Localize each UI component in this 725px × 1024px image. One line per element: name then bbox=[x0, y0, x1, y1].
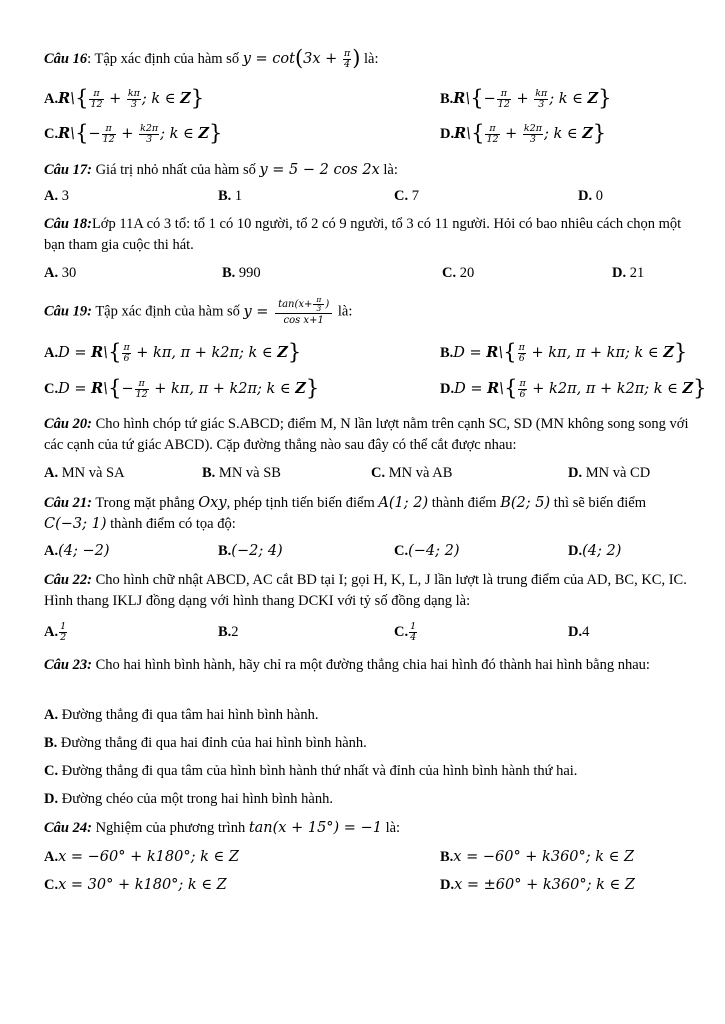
option-b[interactable] bbox=[44, 733, 691, 754]
question-22 bbox=[44, 570, 691, 612]
option-d[interactable] bbox=[568, 461, 650, 485]
question-text-end: là: bbox=[334, 303, 353, 320]
option-letter: D. bbox=[440, 877, 455, 893]
option-text: Đường thẳng đi qua tâm của hình bình hành thứ nhất và đỉnh của hình bình hành thứ hai. bbox=[58, 763, 578, 779]
option-text: 30 bbox=[58, 265, 77, 281]
option-text: x = ±60° + k360°; k ∈ Z bbox=[454, 877, 635, 893]
option-c[interactable]: C.D = R\{− $\frac{\pi}{12}$ + kπ, π + k2π; k ∈ Z} bbox=[44, 376, 320, 400]
option-text: 1 bbox=[231, 188, 243, 204]
question-label: Câu 21: bbox=[44, 495, 92, 511]
option-letter: C. bbox=[394, 624, 409, 640]
option-text: MN và AB bbox=[385, 465, 453, 481]
question-label: Câu 22: bbox=[44, 572, 92, 588]
q16-options-row-1 bbox=[44, 86, 691, 110]
question-label: Câu 17: bbox=[44, 162, 92, 178]
question-24 bbox=[44, 818, 691, 839]
point-a: A(1; 2) bbox=[378, 495, 429, 511]
option-letter: C. bbox=[44, 381, 59, 397]
question-text: Trong mặt phẳng bbox=[91, 495, 199, 511]
option-text: 20 bbox=[456, 265, 475, 281]
option-letter: D. bbox=[440, 381, 455, 397]
q19-options-row-1 bbox=[44, 340, 691, 364]
option-a[interactable] bbox=[44, 539, 110, 563]
fraction-denominator: 2 bbox=[60, 632, 67, 644]
question-20 bbox=[44, 414, 691, 456]
option-letter: A. bbox=[44, 543, 59, 559]
option-letter: C. bbox=[394, 188, 409, 204]
option-d[interactable] bbox=[44, 789, 691, 810]
option-a[interactable] bbox=[44, 261, 76, 285]
option-letter: B. bbox=[44, 735, 58, 751]
option-letter: A. bbox=[44, 849, 59, 865]
question-text: thành điểm có tọa độ: bbox=[106, 516, 236, 532]
question-text: : Tập xác định của hàm số bbox=[87, 51, 243, 67]
question-19 bbox=[44, 296, 691, 327]
question-text: Giá trị nhỏ nhất của hàm số bbox=[91, 162, 260, 178]
option-text: MN và SA bbox=[58, 465, 125, 481]
option-text: (4; 2) bbox=[582, 543, 622, 559]
option-text: x = −60° + k360°; k ∈ Z bbox=[453, 849, 635, 865]
option-letter: A. bbox=[44, 465, 59, 481]
option-b[interactable] bbox=[218, 539, 283, 563]
option-c[interactable]: C.R\{− $\frac{\pi}{12}$ + $\frac{k2\pi}{3}$ ; k ∈ Z} bbox=[44, 121, 223, 145]
option-letter: C. bbox=[442, 265, 457, 281]
fraction-numerator: 1 bbox=[410, 621, 417, 633]
option-c[interactable] bbox=[394, 184, 419, 208]
option-text: x = −60° + k180°; k ∈ Z bbox=[58, 849, 239, 865]
option-c[interactable] bbox=[371, 461, 452, 485]
option-letter: C. bbox=[371, 465, 386, 481]
option-d[interactable] bbox=[440, 873, 635, 897]
option-letter: A. bbox=[44, 265, 59, 281]
option-letter: A. bbox=[44, 624, 59, 640]
option-a[interactable] bbox=[44, 184, 69, 208]
option-a[interactable]: A.R\{ $\frac{\pi}{12}$ + $\frac{k\pi}{3}$ ; k ∈ Z} bbox=[44, 86, 205, 110]
option-b[interactable] bbox=[218, 620, 239, 644]
option-text: Đường thẳng đi qua tâm hai hình bình hành. bbox=[58, 707, 319, 723]
function-expression: y = tan(x+ $\frac{\pi}{3}$ ) cos x+1 bbox=[244, 304, 335, 320]
option-letter: C. bbox=[44, 126, 59, 142]
option-letter: A. bbox=[44, 188, 59, 204]
option-letter: B. bbox=[440, 849, 454, 865]
q22-options bbox=[44, 620, 691, 644]
option-c[interactable] bbox=[44, 761, 691, 782]
question-text-end: là: bbox=[360, 51, 379, 67]
question-label: Câu 19: bbox=[44, 303, 92, 320]
option-c[interactable] bbox=[394, 620, 418, 644]
option-text: MN và CD bbox=[582, 465, 651, 481]
option-letter: A. bbox=[44, 345, 59, 361]
question-text: thì sẽ biến điểm bbox=[550, 495, 646, 511]
point-c: C(−3; 1) bbox=[44, 516, 107, 532]
option-letter: B. bbox=[218, 624, 232, 640]
option-a[interactable] bbox=[44, 461, 125, 485]
question-text: Lớp 11A có 3 tổ: tổ 1 có 10 người, tổ 2 có 9 người, tổ 3 có 11 người. Hỏi có bao nhiêu cách chọn một bạn tham gia cuộc thi hát. bbox=[44, 216, 682, 253]
question-21 bbox=[44, 493, 691, 535]
option-text: Đường thẳng đi qua hai đỉnh của hai hình bình hành. bbox=[57, 735, 367, 751]
question-16 bbox=[44, 48, 691, 70]
option-b[interactable] bbox=[440, 845, 634, 869]
equation: tan(x + 15°) = −1 bbox=[248, 820, 382, 836]
option-text: 0 bbox=[592, 188, 603, 204]
option-letter: B. bbox=[222, 265, 236, 281]
option-letter: C. bbox=[44, 763, 59, 779]
fraction-denominator: 4 bbox=[410, 632, 417, 644]
option-a[interactable] bbox=[44, 845, 239, 869]
option-letter: B. bbox=[202, 465, 216, 481]
question-label: Câu 18: bbox=[44, 216, 92, 232]
option-letter: D. bbox=[44, 791, 59, 807]
option-d[interactable] bbox=[578, 184, 603, 208]
option-text: 2 bbox=[231, 624, 239, 640]
option-letter: D. bbox=[568, 624, 583, 640]
option-letter: D. bbox=[578, 188, 593, 204]
question-text-end: là: bbox=[381, 820, 401, 836]
option-a[interactable]: A.D = R\{ $\frac{\pi}{6}$ + kπ, π + k2π; k ∈ Z} bbox=[44, 340, 302, 364]
question-text: , phép tịnh tiến biến điểm bbox=[226, 495, 379, 511]
option-letter: A. bbox=[44, 91, 59, 107]
question-18 bbox=[44, 214, 691, 256]
option-b[interactable] bbox=[218, 184, 242, 208]
q19-options-row-2 bbox=[44, 376, 707, 400]
option-letter: D. bbox=[568, 465, 583, 481]
option-letter: C. bbox=[394, 543, 409, 559]
question-text: Tập xác định của hàm số bbox=[91, 303, 244, 320]
question-text: Cho hai hình bình hành, hãy chỉ ra một đường thẳng chia hai hình đó thành hai hình bằng nhau: bbox=[91, 657, 650, 673]
option-d[interactable] bbox=[568, 620, 589, 644]
q21-options bbox=[44, 539, 691, 563]
question-17 bbox=[44, 160, 691, 181]
option-c[interactable] bbox=[442, 261, 474, 285]
option-text: (4; −2) bbox=[58, 543, 110, 559]
option-d[interactable]: D.R\{ $\frac{\pi}{12}$ + $\frac{k2\pi}{3}$ ; k ∈ Z} bbox=[440, 121, 607, 145]
option-text: 990 bbox=[235, 265, 261, 281]
q24-options-row-1 bbox=[44, 845, 691, 869]
option-text: Đường chéo của một trong hai hình bình hành. bbox=[58, 791, 333, 807]
question-label: Câu 16 bbox=[44, 51, 88, 67]
option-b[interactable] bbox=[202, 461, 281, 485]
option-letter: B. bbox=[440, 345, 454, 361]
option-text: x = 30° + k180°; k ∈ Z bbox=[58, 877, 227, 893]
q18-options bbox=[44, 261, 691, 285]
q16-options-row-2 bbox=[44, 121, 691, 145]
q24-options-row-2 bbox=[44, 873, 691, 897]
option-text: 7 bbox=[408, 188, 419, 204]
option-letter: B. bbox=[440, 91, 454, 107]
option-b[interactable]: B.D = R\{ $\frac{\pi}{6}$ + kπ, π + kπ; k ∈ Z} bbox=[440, 340, 688, 364]
option-text: MN và SB bbox=[215, 465, 281, 481]
option-letter: C. bbox=[44, 877, 59, 893]
option-letter: D. bbox=[612, 265, 627, 281]
option-b[interactable]: B.R\{− $\frac{\pi}{12}$ + $\frac{k\pi}{3}$ ; k ∈ Z} bbox=[440, 86, 612, 110]
option-text: (−4; 2) bbox=[408, 543, 460, 559]
question-label: Câu 20: bbox=[44, 416, 92, 432]
option-letter: B. bbox=[218, 543, 232, 559]
q17-options bbox=[44, 184, 691, 208]
option-text: 4 bbox=[582, 624, 590, 640]
point-b: B(2; 5) bbox=[500, 495, 551, 511]
option-a[interactable] bbox=[44, 620, 68, 644]
option-text: (−2; 4) bbox=[231, 543, 283, 559]
question-text: Cho hình chữ nhật ABCD, AC cắt BD tại I; gọi H, K, L, J lần lượt là trung điểm của AD, BC, KC, IC. Hình thang IKLJ đồng dạng với hình thang DCKI với tỷ số đồng dạng là: bbox=[44, 572, 687, 609]
question-text-end: là: bbox=[379, 162, 398, 178]
option-text: 3 bbox=[58, 188, 69, 204]
q20-options bbox=[44, 461, 691, 485]
option-d[interactable] bbox=[568, 539, 621, 563]
option-d[interactable]: D.D = R\{ $\frac{\pi}{6}$ + k2π, π + k2π; k ∈ Z} bbox=[440, 376, 707, 400]
option-a[interactable] bbox=[44, 705, 691, 726]
option-b[interactable] bbox=[222, 261, 261, 285]
option-letter: D. bbox=[568, 543, 583, 559]
question-label: Câu 24: bbox=[44, 820, 92, 836]
option-c[interactable] bbox=[394, 539, 460, 563]
question-text: thành điểm bbox=[428, 495, 501, 511]
option-letter: D. bbox=[440, 126, 455, 142]
function-expression: y = 5 − 2 cos 2x bbox=[259, 162, 380, 178]
option-letter: B. bbox=[218, 188, 232, 204]
question-23 bbox=[44, 655, 691, 676]
function-expression: y = cot(3x + $\frac{\pi}{4}$ ) bbox=[242, 46, 361, 70]
option-letter: A. bbox=[44, 707, 59, 723]
question-text: Nghiệm của phương trình bbox=[91, 820, 249, 836]
option-d[interactable] bbox=[612, 261, 644, 285]
option-c[interactable] bbox=[44, 873, 227, 897]
question-text: Cho hình chóp tứ giác S.ABCD; điểm M, N lần lượt nằm trên cạnh SC, SD (MN không song song với các cạnh của tứ giác ABCD). Cặp đường thẳng nào sau đây có thể cắt được nhau: bbox=[44, 416, 689, 453]
plane-name: Oxy bbox=[198, 495, 227, 511]
option-text: 21 bbox=[626, 265, 645, 281]
question-label: Câu 23: bbox=[44, 657, 92, 673]
fraction-numerator: 1 bbox=[60, 621, 67, 633]
